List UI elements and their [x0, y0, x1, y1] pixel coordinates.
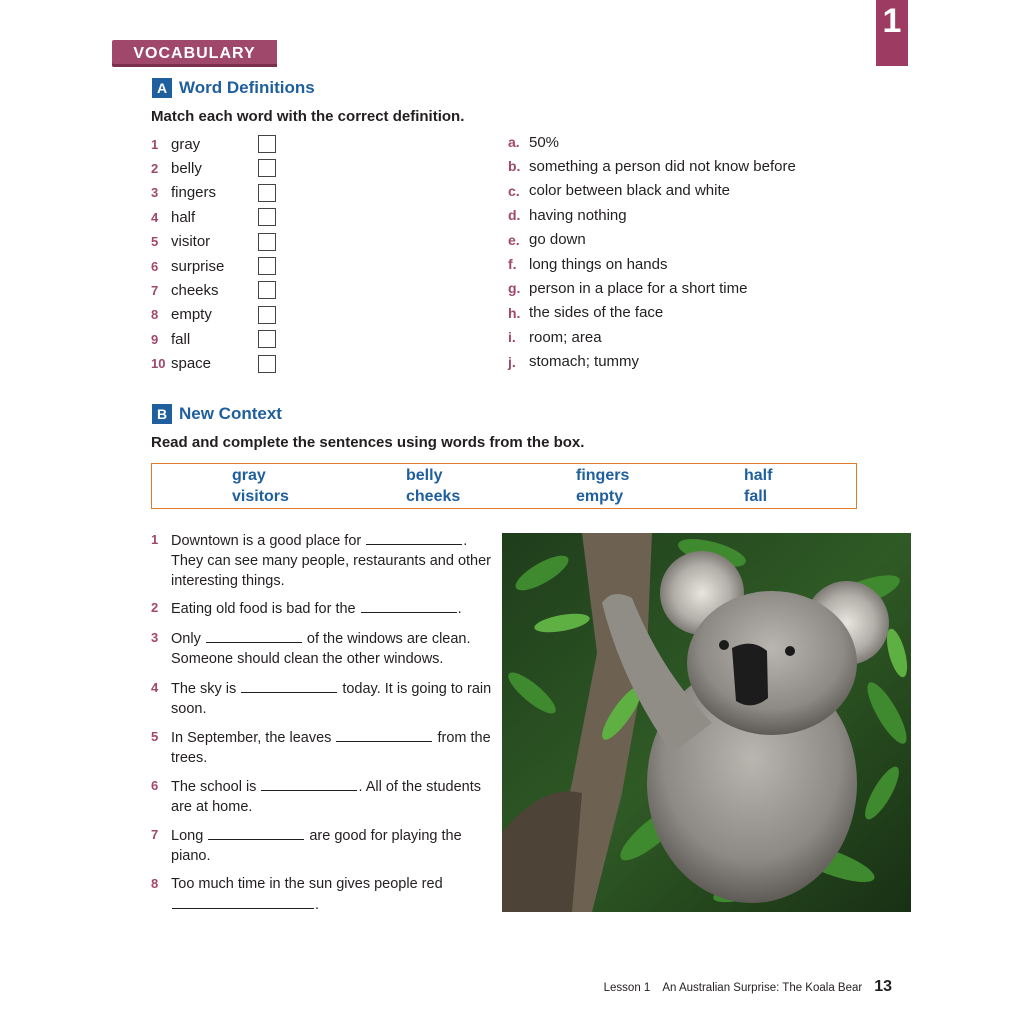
box-word: gray [232, 467, 266, 484]
definition-letter: b. [508, 158, 521, 175]
definition-text: the sides of the face [529, 304, 664, 322]
word-row [151, 206, 276, 228]
box-word: fingers [576, 467, 630, 484]
word-number: 6 [151, 258, 159, 274]
answer-box[interactable] [258, 159, 276, 177]
word-row [151, 157, 276, 179]
word-row [151, 353, 276, 375]
footer-lesson: Lesson 1 [603, 982, 651, 994]
definition-letter: e. [508, 231, 520, 248]
word-text: belly [171, 159, 202, 177]
sentence [151, 598, 496, 619]
answer-blank[interactable] [206, 628, 302, 643]
definition-letter: i. [508, 329, 516, 346]
sentence-text [171, 678, 496, 719]
word-box [151, 463, 857, 509]
answer-blank[interactable] [336, 727, 432, 742]
word-text: space [171, 355, 212, 373]
definition-letter: g. [508, 280, 521, 297]
answer-blank[interactable] [241, 678, 337, 693]
sentence-after: . [315, 897, 320, 913]
sentence-text [171, 825, 496, 866]
section-b-title: New Context [179, 404, 282, 423]
definition-row [508, 155, 796, 177]
sentence-text [171, 874, 496, 915]
answer-blank[interactable] [208, 825, 304, 840]
sentence-text [171, 628, 496, 669]
definition-text: go down [529, 231, 586, 249]
word-number: 9 [151, 331, 159, 347]
definition-text: stomach; tummy [529, 353, 640, 371]
definition-text: 50% [529, 133, 560, 151]
sentence-text [171, 727, 496, 768]
word-number: 2 [151, 160, 159, 176]
word-row [151, 328, 276, 350]
page-footer [604, 978, 892, 996]
sentence-after: . They can see many people, restaurants and other interesting things. [171, 533, 491, 589]
word-row [151, 304, 276, 326]
word-row [151, 279, 276, 301]
answer-box[interactable] [258, 233, 276, 251]
box-word: empty [576, 488, 624, 505]
word-text: empty [171, 306, 212, 324]
definition-text: long things on hands [529, 255, 668, 273]
sentence-after: are good for playing the piano. [171, 828, 462, 864]
word-text: cheeks [171, 281, 219, 299]
definition-text: something a person did not know before [529, 157, 796, 175]
answer-blank[interactable] [361, 598, 457, 613]
definition-row [508, 351, 639, 373]
sentence [151, 825, 496, 866]
word-text: fall [171, 330, 191, 348]
definition-row [508, 229, 586, 251]
answer-box[interactable] [258, 330, 276, 348]
answer-blank[interactable] [172, 894, 314, 909]
word-number: 4 [151, 209, 159, 225]
sentence-number: 6 [151, 778, 159, 793]
word-row [151, 255, 276, 277]
definition-row [508, 204, 627, 226]
sentence-number: 3 [151, 630, 159, 645]
word-number: 5 [151, 234, 159, 250]
sentence-before: Long [171, 828, 204, 844]
word-number: 8 [151, 307, 159, 323]
definition-row [508, 277, 747, 299]
sentence-after: today. It is going to rain soon. [171, 681, 492, 717]
definition-letter: f. [508, 256, 517, 272]
sentence-text [171, 776, 496, 817]
box-word: visitors [232, 488, 289, 505]
answer-box[interactable] [258, 306, 276, 324]
sentence-before: The sky is [171, 681, 237, 697]
sentence-number: 5 [151, 729, 159, 744]
answer-blank[interactable] [366, 530, 462, 545]
definition-row [508, 302, 663, 324]
sentence-after: from the trees. [171, 730, 491, 766]
definition-text: color between black and white [529, 182, 730, 200]
word-text: half [171, 208, 196, 226]
section-b-heading [152, 404, 282, 424]
answer-box[interactable] [258, 208, 276, 226]
box-word: cheeks [406, 488, 461, 505]
sentence-before: Downtown is a good place for [171, 533, 362, 549]
sentence-text [171, 598, 496, 619]
section-a-heading [152, 78, 315, 98]
definition-letter: d. [508, 207, 521, 224]
sentence-number: 8 [151, 876, 159, 891]
answer-box[interactable] [258, 135, 276, 153]
word-number: 7 [151, 282, 159, 298]
sentence [151, 727, 496, 768]
sentence-before: Only [171, 631, 201, 647]
answer-box[interactable] [258, 184, 276, 202]
page-number: 13 [874, 978, 892, 995]
answer-box[interactable] [258, 257, 276, 275]
word-row [151, 182, 276, 204]
definition-text: person in a place for a short time [529, 279, 748, 297]
box-word: fall [744, 488, 768, 505]
section-b-instruction: Read and complete the sentences using words from the box. [151, 434, 585, 451]
chapter-tab: 1 [876, 0, 908, 66]
sentence-after: of the windows are clean. Someone should clean the other windows. [171, 631, 471, 667]
sentence-before: Too much time in the sun gives people red [171, 876, 443, 892]
koala-photo [502, 533, 911, 912]
footer-lesson-title: An Australian Surprise: The Koala Bear [662, 982, 863, 994]
word-row [151, 133, 276, 155]
sentence-before: The school is [171, 779, 257, 795]
box-word: half [744, 467, 773, 484]
word-text: fingers [171, 184, 217, 202]
sentence-before: Eating old food is bad for the [171, 601, 356, 617]
definition-row [508, 131, 559, 153]
definition-row [508, 180, 730, 202]
sentence [151, 874, 496, 915]
definition-letter: h. [508, 304, 521, 321]
section-a-instruction: Match each word with the correct definition. [151, 108, 465, 125]
sentence [151, 776, 496, 817]
vocabulary-banner: VOCABULARY [112, 40, 277, 67]
sentence-after: . All of the students are at home. [171, 779, 481, 815]
definition-text: room; area [529, 328, 602, 346]
box-word: belly [406, 467, 443, 484]
section-b-letter: B [152, 404, 172, 424]
definition-letter: j. [508, 353, 516, 370]
sentence-number: 4 [151, 680, 159, 695]
section-a-letter: A [152, 78, 172, 98]
word-text: surprise [171, 257, 225, 275]
sentence [151, 530, 496, 591]
word-row [151, 231, 276, 253]
definition-text: having nothing [529, 206, 627, 224]
word-number: 3 [151, 185, 159, 201]
sentence-text [171, 530, 496, 591]
sentence-after: . [457, 601, 462, 617]
answer-box[interactable] [258, 355, 276, 373]
definition-letter: a. [508, 134, 520, 150]
definition-row [508, 253, 667, 275]
sentence-number: 1 [151, 532, 159, 547]
answer-blank[interactable] [261, 776, 357, 791]
sentence [151, 678, 496, 719]
word-number: 10 [151, 356, 166, 372]
definition-letter: c. [508, 182, 520, 199]
word-number: 1 [151, 136, 159, 152]
answer-box[interactable] [258, 281, 276, 299]
sentence [151, 628, 496, 669]
definition-row [508, 326, 602, 348]
word-text: visitor [171, 233, 211, 251]
sentence-before: In September, the leaves [171, 730, 332, 746]
sentence-number: 7 [151, 827, 159, 842]
sentence-number: 2 [151, 600, 159, 615]
section-a-title: Word Definitions [179, 78, 315, 97]
word-text: gray [171, 135, 201, 153]
